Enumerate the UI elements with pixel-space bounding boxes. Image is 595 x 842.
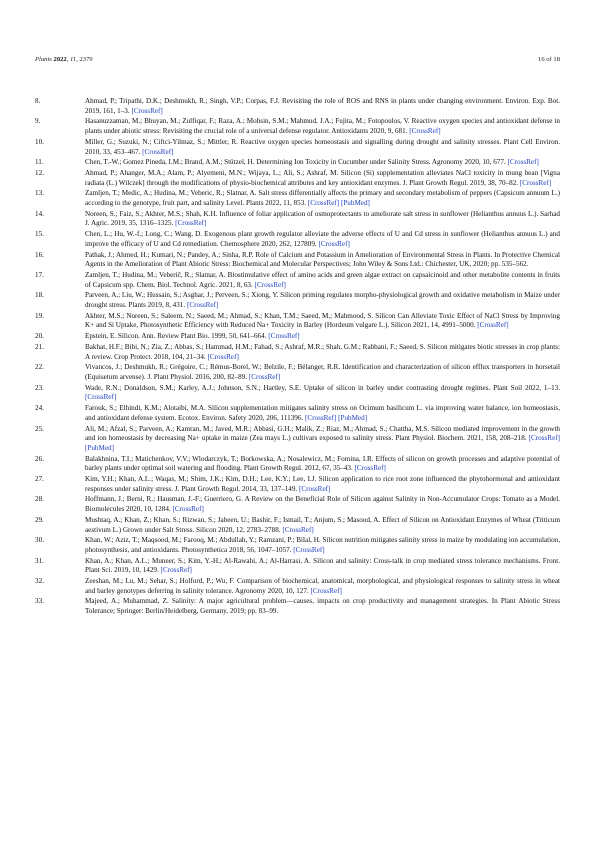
reference-item bbox=[35, 384, 560, 403]
reference-text bbox=[85, 169, 560, 188]
reference-text bbox=[85, 536, 560, 555]
reference-citation: Miller, G.; Suzuki, N.; Ciftci-Yilmaz, S.; Mittler, R. Reactive oxygen species homeostasis and signalling during drought and salinity stresses. Plant Cell Environ. 2010, 33, 453–467. bbox=[85, 137, 560, 156]
reference-number: 9. bbox=[35, 117, 41, 126]
reference-text bbox=[85, 425, 560, 454]
article-number: 2379 bbox=[79, 56, 93, 63]
reference-item bbox=[35, 425, 560, 454]
reference-links[interactable]: [CrossRef] bbox=[477, 321, 509, 330]
reference-item bbox=[35, 557, 560, 576]
reference-number: 18. bbox=[35, 291, 44, 300]
reference-item bbox=[35, 332, 560, 342]
reference-text bbox=[85, 384, 560, 403]
reference-links[interactable]: [CrossRef] bbox=[354, 464, 386, 473]
reference-item bbox=[35, 495, 560, 514]
reference-links[interactable]: [CrossRef] bbox=[207, 352, 239, 361]
reference-number: 8. bbox=[35, 97, 41, 105]
reference-links[interactable]: [CrossRef] [PubMed] bbox=[305, 413, 368, 422]
reference-number: 16. bbox=[35, 250, 44, 259]
reference-citation: Epstein, E. Silicon. Ann. Review Plant Bio. 1999, 50, 641–664. bbox=[85, 332, 267, 341]
reference-item bbox=[35, 577, 560, 596]
reference-citation: Ahmad, P.; Ahanger, M.A.; Alam, P.; Alyemeni, M.N.; Wijaya, L.; Ali, S.; Ashraf, M. Silicon (Si) supplementation alleviates NaCl toxicity in mung bean [Vigna radiata (L.) Wilczek] through the modifications of physio-biochemical attributes and key antioxidant enzymes. J. Plant Growth Regul. 2019, 38, 70–82. bbox=[85, 168, 560, 187]
reference-citation: Bakhat, H.F.; Bibi, N.; Zia, Z.; Abbas, S.; Hammad, H.M.; Fahad, S.; Ashraf, M.R.; Shah, G.M.; Rabbani, F.; Saeed, S. Silicon mitigates biotic stresses in crop plants: A review. Crop Protect. 2018, 104, 21–34. bbox=[85, 342, 560, 361]
page-number: 16 of 18 bbox=[538, 56, 560, 63]
reference-number: 15. bbox=[35, 230, 44, 239]
running-header bbox=[35, 56, 560, 68]
reference-citation: Akhter, M.S.; Noreen, S.; Saleem, N.; Saeed, M.; Ahmad, S.; Khan, T.M.; Saeed, M.; Mahmood, S. Silicon Can Alleviate Toxic Effect of NaCl Stress by Improving K+ and Si Uptake, Photosynthetic Efficiency with Reduced Na+ Toxicity in Barley (Hordeum vulgare L.). Silicon 2021, 14, 4991–5000. bbox=[85, 311, 560, 330]
reference-citation: Parveen, A.; Liu, W.; Hussain, S.; Asghar, J.; Perveen, S.; Xiong, Y. Silicon priming regulates morpho-physiological growth and oxidative metabolism in Maize under drought stress. Plants 2019, 8, 431. bbox=[85, 291, 560, 310]
reference-number: 27. bbox=[35, 475, 44, 484]
reference-citation: Vivancos, J.; Deshmukh, R.; Grégoire, C.; Rémus-Borel, W.; Belzile, F.; Bélanger, R.R. Identification and characterization of silicon efflux transporters in horsetail (Equisetum arvense). J. Plant Physiol. 2016, 200, 82–89. bbox=[85, 363, 560, 381]
reference-text bbox=[85, 455, 560, 474]
reference-item bbox=[35, 404, 560, 423]
reference-links[interactable]: [CrossRef] bbox=[186, 301, 219, 310]
reference-links[interactable]: [CrossRef] bbox=[318, 239, 350, 248]
reference-text bbox=[85, 210, 560, 229]
reference-item bbox=[35, 516, 560, 535]
reference-text bbox=[85, 97, 560, 116]
reference-number: 22. bbox=[35, 363, 44, 372]
reference-links[interactable]: [CrossRef] [PubMed] bbox=[307, 199, 370, 208]
reference-text bbox=[85, 343, 560, 362]
reference-item bbox=[35, 597, 560, 616]
reference-text bbox=[85, 516, 560, 535]
reference-item bbox=[35, 312, 560, 331]
reference-number: 12. bbox=[35, 168, 44, 177]
reference-text bbox=[85, 271, 560, 290]
journal-year: 2022 bbox=[53, 56, 67, 63]
reference-number: 30. bbox=[35, 536, 44, 545]
reference-text bbox=[85, 312, 560, 331]
reference-links[interactable]: [CrossRef] bbox=[248, 372, 281, 381]
reference-citation: Chen, L.; Hu, W.-f.; Long, C.; Wang, D. Exogenous plant growth regulator alleviate the adverse effects of U and Cd stress in sunflower (Helianthus annuus L.) and improve the efficacy of U and Cd remediation. Chemosphere 2020, 262, 127809. bbox=[85, 230, 560, 248]
reference-links[interactable]: [CrossRef] bbox=[172, 505, 204, 514]
reference-links[interactable]: [CrossRef] [PubMed] bbox=[85, 434, 560, 452]
reference-citation: Mushtaq, A.; Khan, Z.; Khan, S.; Rizwan, S.; Jabeen, U.; Bashir, F.; Ismail, T.; Anjum, S.; Masood, A. Effect of Silicon on Antioxidant Enzymes of Wheat (Triticum aestivum L.) Grown under Salt Stress. Silicon 2020, 12, 2783–2788. bbox=[85, 515, 560, 534]
reference-number: 21. bbox=[35, 342, 44, 351]
reference-citation: Khan, W.; Aziz, T.; Maqsood, M.; Farooq, M.; Abdullah, Y.; Ramzani, P.; Bilal, H. Silicon nutrition mitigates salinity stress in maize by modulating ion accumulation, photosynthesis, and antioxidants. Photosynthetica 2018, 56, 1047–1057. bbox=[85, 536, 560, 554]
reference-links[interactable]: [CrossRef] bbox=[254, 280, 286, 289]
reference-text bbox=[85, 332, 560, 342]
reference-number: 13. bbox=[35, 189, 44, 198]
reference-text bbox=[85, 230, 560, 249]
reference-citation: Noreen, S.; Faiz, S.; Akhter, M.S.; Shah, K.H. Influence of foliar application of osmoprotectants to ameliorate salt stress in sunflower (Helianthus annuus L.). Sarhad J. Agric. 2019, 35, 1316–1325. bbox=[85, 209, 560, 228]
reference-text bbox=[85, 475, 560, 494]
reference-links[interactable]: [CrossRef] bbox=[160, 566, 192, 575]
reference-links[interactable]: [CrossRef] bbox=[85, 393, 117, 402]
reference-links[interactable]: [CrossRef] bbox=[507, 158, 539, 167]
reference-citation: Hoffmann, J.; Berni, R.; Hausman, J.-F.; Guerriero, G. A Review on the Beneficial Role of Silicon against Salinity in Non-Accumulator Crops: Tomato as a Model. Biomolecules 2020, 10, 1284. bbox=[85, 495, 560, 514]
reference-number: 14. bbox=[35, 209, 44, 218]
reference-citation: Hasanuzzaman, M.; Bhuyan, M.; Zulfiqar, F.; Raza, A.; Mohsin, S.M.; Mahmud, J.A.; Fujita, M.; Fotopoulos, V. Reactive oxygen species and antioxidant defense in plants under abiotic stress: Revisiting the crucial role of a universal defense regulator. Antioxidants 2020, 9, 681. bbox=[85, 117, 560, 136]
reference-citation: Majeed, A.; Muhammad, Z. Salinity: A major agricultural problem—causes, impacts on crop productivity and management strategies. In Plant Abiotic Stress Tolerance; Springer: Berlin/Heidelberg, Germany, 2019; pp. 83–99. bbox=[85, 597, 560, 616]
reference-citation: Ahmad, P.; Tripathi, D.K.; Deshmukh, R.; Singh, V.P.; Corpas, F.J. Revisiting the role of ROS and RNS in plants under changing environment. Environ. Exp. Bot. 2019, 161, 1–3. bbox=[85, 97, 560, 115]
journal-name: Plants bbox=[35, 56, 52, 63]
reference-citation: Zamljen, T.; Medic, A.; Hudina, M.; Veberic, R.; Slatnar, A. Salt stress differentially affects the primary and secondary metabolism of peppers (Capsicum annuum L.) according to the genotype, fruit part, and salinity Level. Plants 2022, 11, 853. bbox=[85, 189, 560, 208]
reference-item bbox=[35, 189, 560, 208]
reference-item bbox=[35, 475, 560, 494]
reference-citation: Khan, A.; Khan, A.L.; Muneer, S.; Kim, Y.-H.; Al-Rawahi, A.; Al-Harrasi, A. Silicon and salinity: Cross-talk in crop mediated stress tolerance mechanisms. Front. Plant Sci. 2019, 10, 1429. bbox=[85, 556, 560, 575]
journal-volume: 11 bbox=[70, 56, 77, 63]
reference-number: 10. bbox=[35, 137, 44, 146]
reference-links[interactable]: [CrossRef] bbox=[409, 127, 441, 136]
reference-links[interactable]: [CrossRef] bbox=[268, 332, 300, 341]
reference-number: 24. bbox=[35, 404, 44, 413]
reference-item bbox=[35, 536, 560, 555]
reference-text bbox=[85, 557, 560, 576]
reference-number: 20. bbox=[35, 332, 44, 341]
reference-number: 28. bbox=[35, 495, 44, 504]
reference-number: 23. bbox=[35, 383, 44, 392]
reference-number: 29. bbox=[35, 515, 44, 524]
reference-links[interactable]: [CrossRef] bbox=[131, 106, 163, 115]
reference-links[interactable]: [CrossRef] bbox=[310, 586, 342, 595]
reference-item bbox=[35, 210, 560, 229]
journal-citation: Plants 2022, 11, 2379 bbox=[35, 56, 93, 63]
reference-text bbox=[85, 495, 560, 514]
reference-item bbox=[35, 363, 560, 382]
reference-citation: Zamljen, T.; Hudina, M.; Veberič, R.; Slatnar, A. Biostimulative effect of amino acids and green algae extract on capsaicinoid and other metabolite contents in fruits of Capsicum spp. Chem. Biol. Technol. Agric. 2021, 8, 63. bbox=[85, 270, 560, 289]
reference-item bbox=[35, 138, 560, 157]
reference-links[interactable]: [CrossRef] bbox=[142, 147, 174, 156]
reference-item bbox=[35, 117, 560, 136]
reference-item bbox=[35, 455, 560, 474]
reference-text bbox=[85, 158, 560, 168]
reference-list bbox=[35, 97, 560, 618]
reference-citation: Chen, T.-W.; Gomez Pineda, I.M.; Brand, A.M.; Stützel, H. Determining Ion Toxicity in Cucumber under Salinity Stress. Agronomy 2020, 10, 677. bbox=[85, 158, 506, 167]
reference-number: 32. bbox=[35, 577, 44, 586]
reference-text bbox=[85, 138, 560, 157]
reference-text bbox=[85, 404, 560, 423]
reference-item bbox=[35, 97, 560, 116]
reference-number: 19. bbox=[35, 311, 44, 320]
reference-links[interactable]: [CrossRef] bbox=[175, 219, 207, 228]
reference-citation: Ali, M.; Afzal, S.; Parveen, A.; Kamran, M.; Javed, M.R.; Abbasi, G.H.; Malik, Z.; Riaz, M.; Ahmad, S.; Chattha, M.S. Silicon mediated improvement in the growth and ion homeostasis by decreasing Na+ uptake in maize (Zea mays L.) cultivars exposed to salinity stress. Plant Physiol. Biochem. 2021, 158, 208–218. bbox=[85, 424, 560, 443]
reference-number: 33. bbox=[35, 597, 44, 606]
reference-item bbox=[35, 251, 560, 270]
reference-text bbox=[85, 597, 560, 616]
reference-text bbox=[85, 363, 560, 382]
reference-text bbox=[85, 251, 560, 270]
reference-citation: Farouk, S.; Elhindi, K.M.; Alotaibi, M.A. Silicon supplementation mitigates salinity stress on Ocimum basilicum L. via improving water balance, ion homeostasis, and antioxidant defense system. Ecotox. Environ. Safety 2020, 206, 111396. bbox=[85, 404, 560, 422]
reference-citation: Pathak, J.; Ahmed, H.; Kumari, N.; Pandey, A.; Sinha, R.P. Role of Calcium and Potassium in Amelioration of Environmental Stress in Plants. In Protective Chemical Agents in the Amelioration of Plant Abiotic Stress: Biochemical and Molecular Perspectives; John Wiley & Sons Ltd.: Chichester, UK, 2020; pp. 535–562. bbox=[85, 250, 560, 269]
reference-links[interactable]: [CrossRef] bbox=[519, 178, 552, 187]
reference-links[interactable]: [CrossRef] bbox=[282, 525, 314, 534]
reference-text bbox=[85, 189, 560, 208]
reference-number: 11. bbox=[35, 158, 44, 167]
reference-number: 31. bbox=[35, 556, 44, 565]
reference-item bbox=[35, 230, 560, 249]
reference-text bbox=[85, 117, 560, 136]
reference-number: 25. bbox=[35, 424, 44, 433]
reference-item bbox=[35, 291, 560, 310]
reference-citation: Wade, R.N.; Donaldson, S.M.; Karley, A.J.; Johnson, S.N.; Hartley, S.E. Uptake of silicon in barley under contrasting drought regimes. Plant Soil 2022, 1–13. bbox=[85, 383, 560, 392]
reference-number: 26. bbox=[35, 454, 44, 463]
reference-citation: Zeeshan, M.; Lu, M.; Sehar, S.; Holford, P.; Wu, F. Comparison of biochemical, anatomical, morphological, and physiological responses to salinity stress in wheat and barley genotypes deferring in salinity tolerance. Agronomy 2020, 10, 127. bbox=[85, 577, 560, 595]
reference-links[interactable]: [CrossRef] bbox=[299, 484, 331, 493]
reference-item bbox=[35, 343, 560, 362]
reference-citation: Balakhnina, T.I.; Matichenkov, V.V.; Wlodarczyk, T.; Borkowska, A.; Nosalewicz, M.; Fomina, I.R. Effects of silicon on growth processes and adaptive potential of barley plants under optimal soil watering and flooding. Plant Growth Regul. 2012, 67, 35–43. bbox=[85, 454, 560, 473]
reference-number: 17. bbox=[35, 270, 44, 279]
reference-item bbox=[35, 158, 560, 168]
reference-text bbox=[85, 291, 560, 310]
reference-citation: Kim, Y.H.; Khan, A.L.; Waqas, M.; Shim, J.K.; Kim, D.H.; Lee, K.Y.; Lee, I.J. Silicon application to rice root zone influenced the phytohormonal and antioxidant responses under salinity stress. J. Plant Growth Regul. 2014, 33, 137–149. bbox=[85, 475, 560, 493]
reference-item bbox=[35, 271, 560, 290]
reference-text bbox=[85, 577, 560, 596]
reference-links[interactable]: [CrossRef] bbox=[293, 545, 325, 554]
reference-item bbox=[35, 169, 560, 188]
